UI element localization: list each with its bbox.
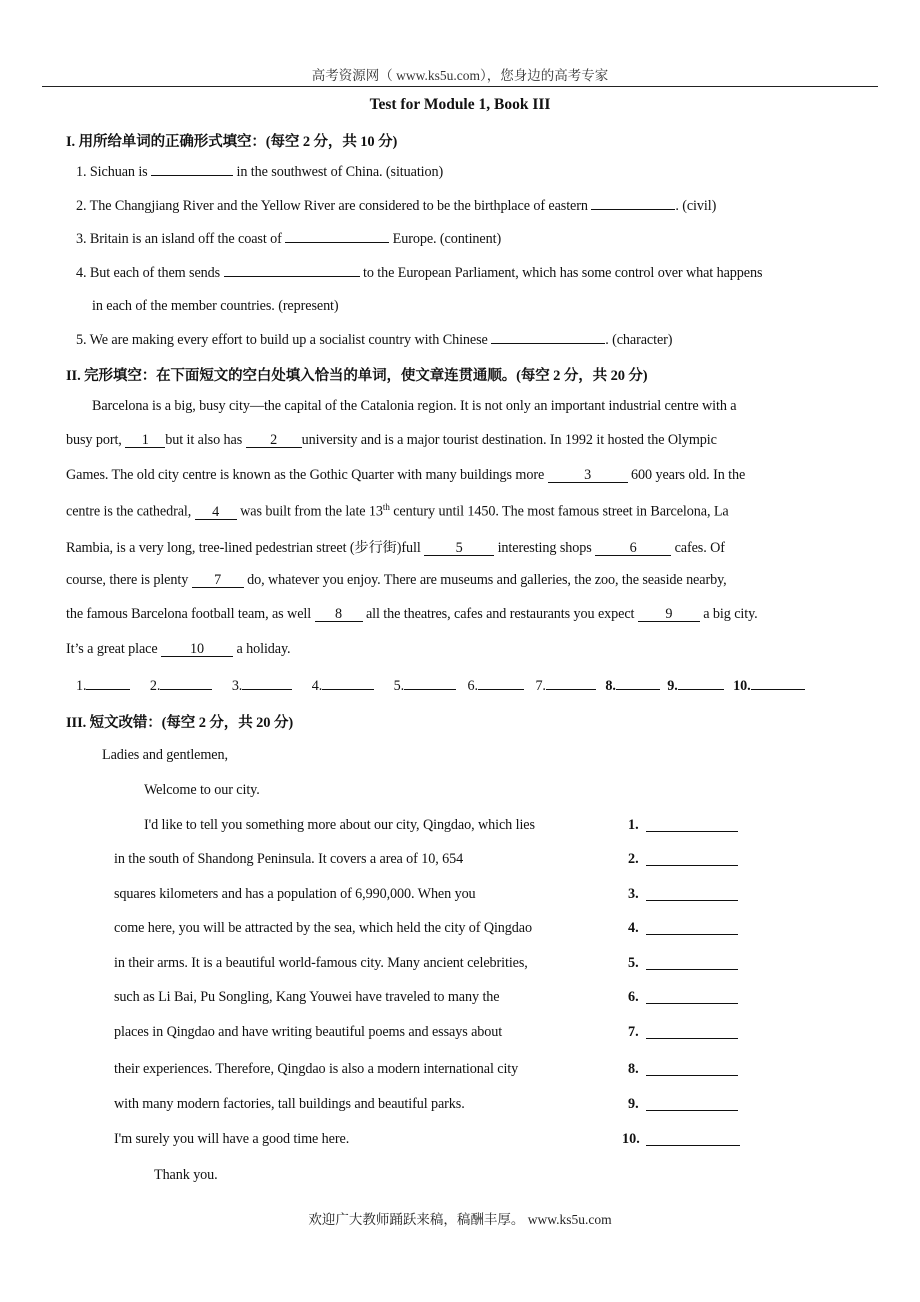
s2-text: all the theatres, cafes and restaurants you expect <box>365 606 635 622</box>
s2-answer-label: 8. <box>605 678 616 694</box>
s2-answer-label: 3. <box>231 678 243 694</box>
s2-answer-label: 4. <box>311 678 323 694</box>
s2-answer-label: 10. <box>733 678 751 694</box>
s2-para-line-6 <box>66 572 727 589</box>
s2-para-line-8 <box>66 641 291 658</box>
s2-text: a holiday. <box>236 641 291 657</box>
s2-answer-row <box>76 677 805 695</box>
s1-item-4-cont: in each of the member countries. (represent) <box>92 298 339 314</box>
s2-superscript: th <box>382 502 390 512</box>
s3-line-10: I'm surely you will have a good time here. <box>114 1131 350 1147</box>
s2-para-line-2 <box>66 432 717 449</box>
s3-answer-line[interactable] <box>646 900 738 901</box>
s2-text: university and is a major tourist destination. In 1992 it hosted the Olympic <box>301 432 717 448</box>
s1-item-5-blank[interactable] <box>491 331 605 344</box>
page-footer: 欢迎广大教师踊跃来稿，稿酬丰厚。 www.ks5u.com <box>308 1212 612 1227</box>
s3-answer-number: 8. <box>628 1061 639 1077</box>
s3-answer-number: 3. <box>628 886 639 902</box>
s1-item-2-blank[interactable] <box>591 197 675 210</box>
s1-item-4-post: to the European Parliament, which has some control over what happens <box>362 265 763 281</box>
s3-answer-number: 7. <box>628 1024 639 1040</box>
s1-item-3-post: Europe. (continent) <box>392 231 502 247</box>
s2-answer-label: 7. <box>535 678 546 694</box>
s2-text: do, whatever you enjoy. There are museums and galleries, the zoo, the seaside nearby, <box>247 572 727 588</box>
section3-heading: III. 短文改错：(每空 2 分，共 20 分) <box>66 715 294 731</box>
s3-answer-line[interactable] <box>646 969 738 970</box>
s3-answer-line[interactable] <box>646 1003 738 1004</box>
s1-item-5-post: . (character) <box>605 332 673 348</box>
s3-line-8: their experiences. Therefore, Qingdao is also a modern international city <box>114 1061 519 1077</box>
s3-greeting: Ladies and gentlemen, <box>102 747 228 763</box>
s3-answer-line[interactable] <box>646 1038 738 1039</box>
s1-item-2-pre: 2. The Changjiang River and the Yellow River are considered to be the birthplace of eastern <box>76 198 588 214</box>
page-header: 高考资源网（ www.ks5u.com），您身边的高考专家 <box>311 68 609 83</box>
s2-para-line-1: Barcelona is a big, busy city—the capital of the Catalonia region. It is not only an important industrial centre with a <box>92 398 737 414</box>
s2-text: 600 years old. In the <box>631 467 746 483</box>
cloze-blank-4[interactable]: 4 <box>195 505 237 520</box>
s3-answer-number: 6. <box>628 989 639 1005</box>
s1-item-4 <box>76 264 762 282</box>
s3-line-1: I'd like to tell you something more about our city, Qingdao, which lies <box>144 817 535 833</box>
s2-text: Rambia, is a very long, tree-lined pedestrian street (步行街)full <box>66 540 421 556</box>
s2-text: a big city. <box>703 606 758 622</box>
s1-item-1 <box>76 163 443 181</box>
cloze-blank-6[interactable]: 6 <box>595 541 671 556</box>
cloze-blank-7[interactable]: 7 <box>192 573 244 588</box>
cloze-blank-1[interactable]: 1 <box>125 433 165 448</box>
s2-text: the famous Barcelona football team, as well <box>66 606 312 622</box>
cloze-blank-2[interactable]: 2 <box>246 433 302 448</box>
s2-answer-blank[interactable] <box>616 677 660 690</box>
s2-answer-blank[interactable] <box>751 677 805 690</box>
s2-text: but it also has <box>165 432 243 448</box>
s3-line-4: come here, you will be attracted by the sea, which held the city of Qingdao <box>114 920 532 936</box>
s1-item-3-pre: 3. Britain is an island off the coast of <box>76 231 282 247</box>
s1-item-1-post: in the southwest of China. (situation) <box>236 164 444 180</box>
s2-text: cafes. Of <box>674 540 725 556</box>
section1-heading: I. 用所给单词的正确形式填空：(每空 2 分，共 10 分) <box>66 134 398 150</box>
page-title: Test for Module 1, Book III <box>369 96 551 113</box>
s2-answer-blank[interactable] <box>678 677 724 690</box>
s3-line-7: places in Qingdao and have writing beautiful poems and essays about <box>114 1024 503 1040</box>
s2-para-line-3 <box>66 467 745 484</box>
s3-answer-number: 9. <box>628 1096 639 1112</box>
s1-item-4-pre: 4. But each of them sends <box>76 265 221 281</box>
s2-text: course, there is plenty <box>66 572 189 588</box>
cloze-blank-8[interactable]: 8 <box>315 607 363 622</box>
s2-text: century until 1450. The most famous street in Barcelona, La <box>393 503 729 520</box>
s3-answer-line[interactable] <box>646 1075 738 1076</box>
s1-item-5 <box>76 331 672 349</box>
s1-item-1-blank[interactable] <box>151 163 233 176</box>
s1-item-3 <box>76 230 501 248</box>
s2-text: Games. The old city centre is known as the Gothic Quarter with many buildings more <box>66 467 545 483</box>
cloze-blank-10[interactable]: 10 <box>161 642 233 657</box>
s1-item-1-pre: 1. Sichuan is <box>76 164 148 180</box>
s1-item-3-blank[interactable] <box>285 230 389 243</box>
s3-answer-line[interactable] <box>646 865 738 866</box>
s3-line-2: in the south of Shandong Peninsula. It covers a area of 10, 654 <box>114 851 464 867</box>
s3-answer-line[interactable] <box>646 1110 738 1111</box>
s1-item-5-pre: 5. We are making every effort to build up a socialist country with Chinese <box>76 332 488 348</box>
s3-welcome: Welcome to our city. <box>144 782 260 798</box>
s3-answer-number: 5. <box>628 955 639 971</box>
s2-para-line-4 <box>66 502 729 521</box>
s2-text: centre is the cathedral, <box>66 503 192 520</box>
s3-closing: Thank you. <box>154 1167 218 1183</box>
s3-answer-number: 10. <box>622 1131 640 1147</box>
s2-answer-blank[interactable] <box>86 677 130 690</box>
s2-para-line-7 <box>66 606 758 623</box>
s1-item-2 <box>76 197 716 215</box>
s3-answer-number: 2. <box>628 851 639 867</box>
s2-answer-blank[interactable] <box>404 677 456 690</box>
s3-line-9: with many modern factories, tall buildings and beautiful parks. <box>114 1096 465 1112</box>
s2-para-line-5 <box>66 537 725 557</box>
s2-text: It’s a great place <box>66 641 158 657</box>
section2-heading: II. 完形填空：在下面短文的空白处填入恰当的单词，使文章连贯通顺。(每空 2 分，共 20 分) <box>66 368 648 384</box>
cloze-blank-5[interactable]: 5 <box>424 541 494 556</box>
s2-text: interesting shops <box>497 540 592 556</box>
s3-answer-line[interactable] <box>646 1145 740 1146</box>
s2-answer-blank[interactable] <box>478 677 524 690</box>
s3-line-5: in their arms. It is a beautiful world-famous city. Many ancient celebrities, <box>114 955 528 971</box>
s2-text: was built from the late 13 <box>240 503 383 520</box>
s2-answer-label: 1. <box>76 678 87 694</box>
cloze-blank-3[interactable]: 3 <box>548 468 628 483</box>
s3-line-3: squares kilometers and has a population of 6,990,000. When you <box>114 886 476 902</box>
s1-item-4-blank[interactable] <box>224 264 360 277</box>
s2-answer-blank[interactable] <box>160 677 212 690</box>
s2-answer-label: 6. <box>467 678 478 694</box>
s2-answer-blank[interactable] <box>546 677 596 690</box>
s2-text: busy port, <box>66 432 122 448</box>
s2-answer-blank[interactable] <box>242 677 292 690</box>
s3-answer-line[interactable] <box>646 934 738 935</box>
header-rule <box>42 86 878 87</box>
s3-answer-line[interactable] <box>646 831 738 832</box>
s2-answer-label: 5. <box>393 678 405 694</box>
s2-answer-label: 2. <box>149 678 161 694</box>
cloze-blank-9[interactable]: 9 <box>638 607 700 622</box>
s3-answer-number: 1. <box>628 817 639 833</box>
s3-line-6: such as Li Bai, Pu Songling, Kang Youwei have traveled to many the <box>114 989 500 1005</box>
s1-item-2-post: . (civil) <box>675 198 717 214</box>
s2-answer-blank[interactable] <box>322 677 374 690</box>
s2-answer-label: 9. <box>667 678 678 694</box>
s3-answer-number: 4. <box>628 920 639 936</box>
